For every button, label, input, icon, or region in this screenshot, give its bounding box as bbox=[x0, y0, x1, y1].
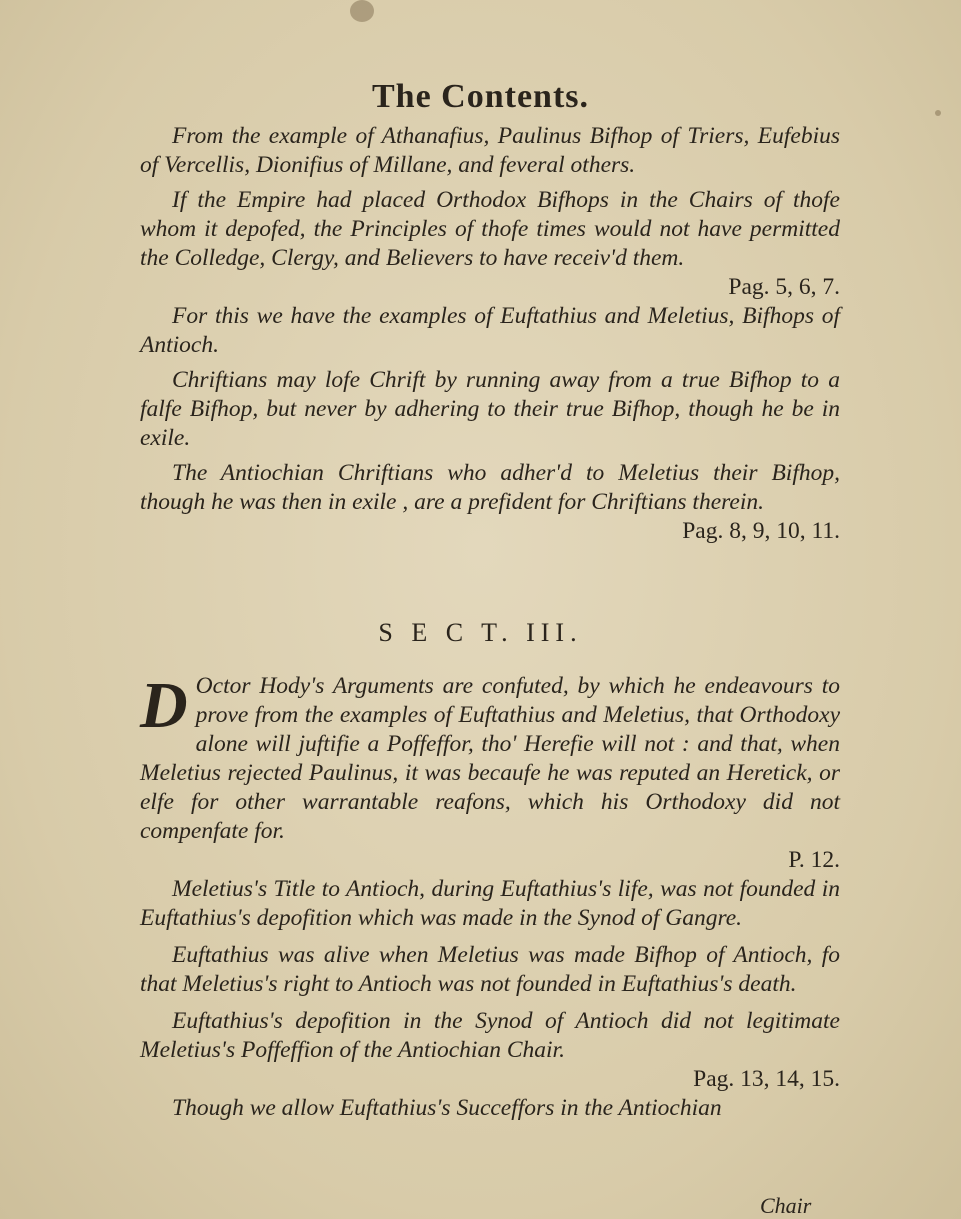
catchword: Chair bbox=[760, 1193, 812, 1218]
page-reference: P. 12. bbox=[788, 847, 840, 873]
page-title: The Contents. bbox=[371, 78, 590, 115]
entry-paragraph: If the Empire had placed Orthodox Bifhops in the Chairs of thofe whom it depofed, the Principles of thofe times would not have permitted the Colledge, Clergy, and Believers to have receiv'd them. bbox=[140, 187, 840, 271]
section-first-paragraph bbox=[140, 669, 840, 846]
section-block bbox=[140, 669, 840, 1123]
entry-paragraph: Chriftians may lofe Chrift by running away from a true Bifhop to a falfe Bifhop, but never by adhering to their true Bifhop, though he be in exile. bbox=[140, 367, 840, 451]
section-heading: S E C T. III. bbox=[378, 618, 583, 647]
page-reference: Pag. 8, 9, 10, 11. bbox=[682, 518, 840, 544]
entry-paragraph: Though we allow Euftathius's Succeffors in the Antiochian bbox=[172, 1095, 722, 1121]
entry-paragraph: Euftathius's depofition in the Synod of Antioch did not legitimate Meletius's Poffeffion of the Antiochian Chair. bbox=[140, 1008, 840, 1063]
stain bbox=[350, 0, 374, 22]
entry-paragraph: From the example of Athanafius, Paulinus Bifhop of Triers, Eufebius of Vercellis, Dionifius of Millane, and feveral others. bbox=[140, 123, 840, 178]
entry-paragraph: Meletius's Title to Antioch, during Euftathius's life, was not founded in Euftathius's depofition which was made in the Synod of Gangre. bbox=[140, 876, 840, 931]
page-reference: Pag. 13, 14, 15. bbox=[693, 1066, 840, 1092]
entry-paragraph: For this we have the examples of Euftathius and Meletius, Bifhops of Antioch. bbox=[140, 303, 840, 358]
drop-cap: D bbox=[140, 669, 188, 742]
contents-top-block bbox=[140, 122, 840, 546]
page-reference: Pag. 5, 6, 7. bbox=[728, 274, 840, 300]
entry-paragraph: The Antiochian Chriftians who adher'd to Meletius their Bifhop, though he was then in exile , are a prefident for Chriftians therein. bbox=[140, 460, 840, 515]
entry-paragraph: Euftathius was alive when Meletius was made Bifhop of Antioch, fo that Meletius's right to Antioch was not founded in Euftathius's death. bbox=[140, 942, 840, 997]
paragraph-text: Octor Hody's Arguments are confuted, by which he endeavours to prove from the examples of Euftathius and Meletius, that Orthodoxy alone will juftifie a Poffeffor, tho' Herefie will not : and that, when Meletius rejected Paulinus, it was becaufe he was reputed an Heretick, or elfe for other warrantable reafons, which his Orthodoxy did not compenfate for. bbox=[140, 673, 840, 844]
